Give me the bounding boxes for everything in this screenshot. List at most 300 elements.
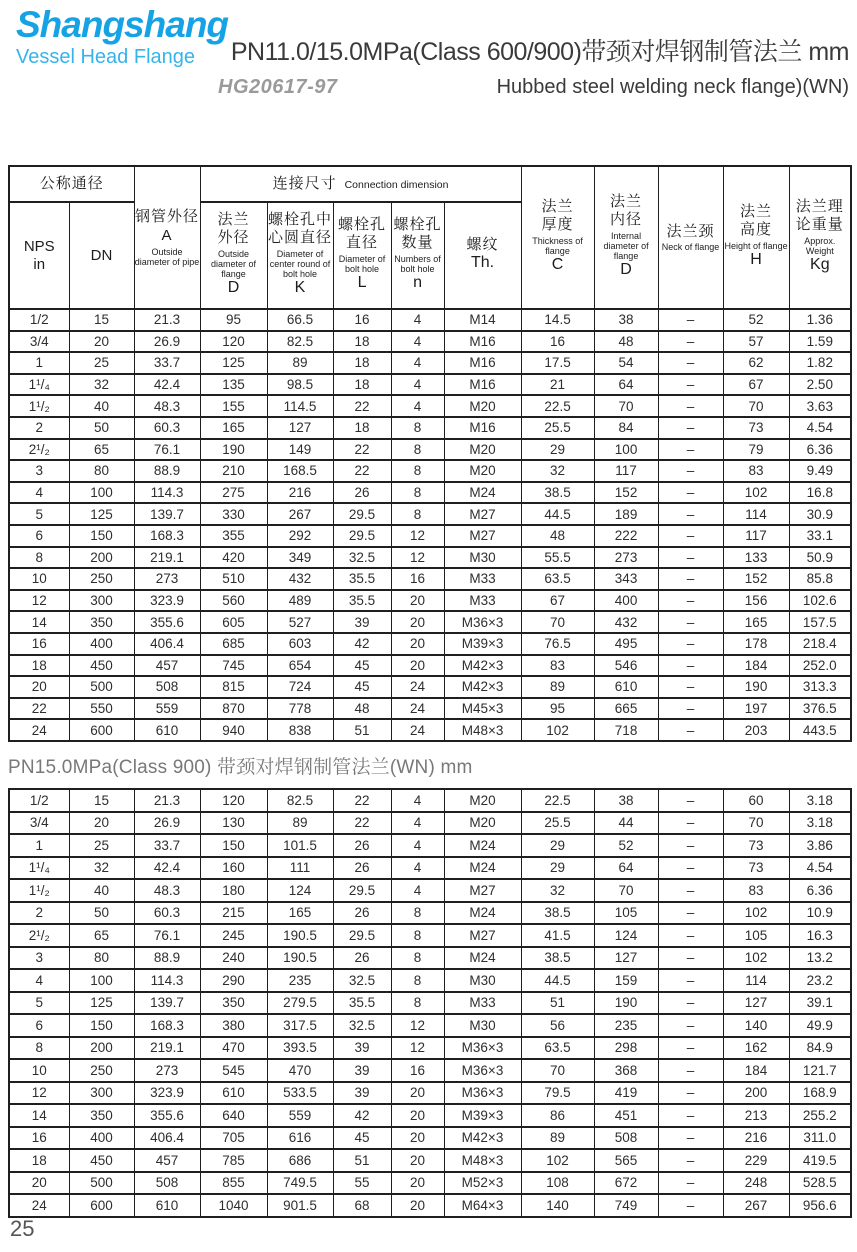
table-cell: M24 xyxy=(444,857,521,880)
table-cell: 545 xyxy=(200,1059,267,1082)
table-cell: 85.8 xyxy=(789,568,851,590)
table-cell: 66.5 xyxy=(267,309,333,331)
table-cell: 73 xyxy=(723,857,789,880)
table-cell: 15 xyxy=(69,789,134,812)
table-cell: 4 xyxy=(391,834,444,857)
table-cell: 190 xyxy=(594,992,658,1015)
table-cell: 29.5 xyxy=(333,924,391,947)
table-cell: 406.4 xyxy=(134,1127,200,1150)
table-cell: 290 xyxy=(200,969,267,992)
table-cell: 355 xyxy=(200,525,267,547)
table-cell: 718 xyxy=(594,719,658,741)
table-cell: 65 xyxy=(69,439,134,461)
table-cell: 32 xyxy=(521,460,594,482)
table-cell: 178 xyxy=(723,633,789,655)
table-cell: 527 xyxy=(267,611,333,633)
table-cell: 610 xyxy=(594,676,658,698)
table-cell: 3.18 xyxy=(789,812,851,835)
table-cell: 45 xyxy=(333,655,391,677)
table-cell: 785 xyxy=(200,1149,267,1172)
table-cell: 300 xyxy=(69,590,134,612)
table-cell: 495 xyxy=(594,633,658,655)
table-cell: 20 xyxy=(9,1172,69,1195)
table-cell: 140 xyxy=(521,1194,594,1217)
table-cell: – xyxy=(658,1172,723,1195)
table-cell: 300 xyxy=(69,1082,134,1105)
table-row xyxy=(9,947,851,970)
table-cell: 16 xyxy=(9,633,69,655)
table-cell: 35.5 xyxy=(333,568,391,590)
table-cell: 393.5 xyxy=(267,1037,333,1060)
header-nominal-group: 公称通径 xyxy=(9,166,134,202)
table-cell: 127 xyxy=(267,417,333,439)
table-cell: – xyxy=(658,947,723,970)
table-cell: 64 xyxy=(594,374,658,396)
table-cell: 44.5 xyxy=(521,969,594,992)
table-cell: 267 xyxy=(723,1194,789,1217)
table-row xyxy=(9,611,851,633)
table-cell: 50.9 xyxy=(789,547,851,569)
table-row xyxy=(9,590,851,612)
table-cell: 48.3 xyxy=(134,395,200,417)
table-cell: 127 xyxy=(594,947,658,970)
header-thread: 螺纹 Th. xyxy=(444,202,521,309)
table-cell: 235 xyxy=(267,969,333,992)
table-cell: 40 xyxy=(69,879,134,902)
table-cell: 67 xyxy=(521,590,594,612)
table-cell: 22.5 xyxy=(521,395,594,417)
table-cell: – xyxy=(658,525,723,547)
table-cell: 14 xyxy=(9,611,69,633)
table-cell: 451 xyxy=(594,1104,658,1127)
table-cell: 22 xyxy=(333,789,391,812)
table-cell: 4 xyxy=(391,331,444,353)
table-cell: 168.3 xyxy=(134,525,200,547)
table-cell: 156 xyxy=(723,590,789,612)
table-cell: 1¹/₄ xyxy=(9,857,69,880)
table-cell: 355.6 xyxy=(134,611,200,633)
table-cell: 380 xyxy=(200,1014,267,1037)
table-cell: 273 xyxy=(134,568,200,590)
table-cell: M27 xyxy=(444,503,521,525)
table-cell: 368 xyxy=(594,1059,658,1082)
table-cell: 23.2 xyxy=(789,969,851,992)
table-cell: – xyxy=(658,331,723,353)
table-row xyxy=(9,395,851,417)
table-cell: 273 xyxy=(134,1059,200,1082)
table-cell: 157.5 xyxy=(789,611,851,633)
table-cell: 22 xyxy=(333,395,391,417)
table-cell: 2¹/₂ xyxy=(9,439,69,461)
table-row xyxy=(9,525,851,547)
table-cell: 139.7 xyxy=(134,992,200,1015)
table-cell: 4 xyxy=(391,789,444,812)
table-cell: 14 xyxy=(9,1104,69,1127)
table-cell: – xyxy=(658,417,723,439)
table-cell: 724 xyxy=(267,676,333,698)
table-cell: 200 xyxy=(723,1082,789,1105)
table-row xyxy=(9,460,851,482)
table-cell: 4 xyxy=(391,309,444,331)
table-cell: 12 xyxy=(391,525,444,547)
table-row xyxy=(9,902,851,925)
table-cell: 419 xyxy=(594,1082,658,1105)
header-inner-diameter: 法兰 内径 Internal diameter of flange D xyxy=(594,166,658,309)
table-cell: 32 xyxy=(69,857,134,880)
table-cell: 26 xyxy=(333,857,391,880)
table-cell: 51 xyxy=(333,719,391,741)
table-cell: 102 xyxy=(521,1149,594,1172)
table-cell: 152 xyxy=(594,482,658,504)
table-row xyxy=(9,1172,851,1195)
table-cell: 89 xyxy=(521,1127,594,1150)
table-cell: 17.5 xyxy=(521,352,594,374)
table-cell: 3 xyxy=(9,460,69,482)
table-cell: 565 xyxy=(594,1149,658,1172)
table-cell: M42×3 xyxy=(444,1127,521,1150)
table-cell: 197 xyxy=(723,698,789,720)
table-cell: 8 xyxy=(391,460,444,482)
table-cell: 470 xyxy=(267,1059,333,1082)
table-cell: 216 xyxy=(723,1127,789,1150)
table-cell: 20 xyxy=(391,633,444,655)
table-cell: 349 xyxy=(267,547,333,569)
table-row xyxy=(9,568,851,590)
table-cell: 248 xyxy=(723,1172,789,1195)
table-cell: 255.2 xyxy=(789,1104,851,1127)
table-cell: 152 xyxy=(723,568,789,590)
table-cell: 350 xyxy=(69,1104,134,1127)
class900-table xyxy=(8,788,852,1218)
table-cell: 108 xyxy=(521,1172,594,1195)
table-cell: 102 xyxy=(521,719,594,741)
table-cell: M20 xyxy=(444,439,521,461)
table-cell: – xyxy=(658,879,723,902)
brand-name: Shangshang xyxy=(16,4,229,45)
table-cell: 82.5 xyxy=(267,789,333,812)
table-cell: 20 xyxy=(391,611,444,633)
table-cell: 500 xyxy=(69,1172,134,1195)
table-row xyxy=(9,1194,851,1217)
table-cell: M30 xyxy=(444,1014,521,1037)
table-cell: 24 xyxy=(9,1194,69,1217)
table-cell: 70 xyxy=(723,395,789,417)
table-cell: – xyxy=(658,1014,723,1037)
table-cell: 508 xyxy=(134,676,200,698)
table-cell: 100 xyxy=(69,482,134,504)
table-cell: M33 xyxy=(444,568,521,590)
table-cell: 50 xyxy=(69,902,134,925)
table-cell: 24 xyxy=(391,719,444,741)
table-cell: 3.63 xyxy=(789,395,851,417)
table-cell: 5 xyxy=(9,992,69,1015)
table-cell: 870 xyxy=(200,698,267,720)
table-cell: 685 xyxy=(200,633,267,655)
table-cell: 20 xyxy=(391,1127,444,1150)
table-row xyxy=(9,879,851,902)
standard-number: HG20617-97 xyxy=(218,76,338,98)
table-cell: – xyxy=(658,969,723,992)
table-cell: 8 xyxy=(9,547,69,569)
class900-table-body xyxy=(9,789,851,1217)
table-cell: 83 xyxy=(521,655,594,677)
table-cell: 38 xyxy=(594,789,658,812)
table-cell: 32 xyxy=(69,374,134,396)
table-cell: 12 xyxy=(391,1037,444,1060)
table-cell: 149 xyxy=(267,439,333,461)
table-cell: M24 xyxy=(444,834,521,857)
table-cell: 22.5 xyxy=(521,789,594,812)
table-cell: 279.5 xyxy=(267,992,333,1015)
table-cell: 29.5 xyxy=(333,879,391,902)
table-cell: M33 xyxy=(444,992,521,1015)
table-row xyxy=(9,834,851,857)
table-cell: 3.86 xyxy=(789,834,851,857)
table-cell: 50 xyxy=(69,417,134,439)
table-cell: 323.9 xyxy=(134,590,200,612)
table-cell: 18 xyxy=(333,352,391,374)
table-cell: 38 xyxy=(594,309,658,331)
table-cell: M33 xyxy=(444,590,521,612)
table-cell: 4 xyxy=(9,969,69,992)
table-cell: 4 xyxy=(391,395,444,417)
table-cell: 124 xyxy=(594,924,658,947)
table-cell: 5 xyxy=(9,503,69,525)
table-cell: – xyxy=(658,633,723,655)
table-cell: 111 xyxy=(267,857,333,880)
table-cell: 79.5 xyxy=(521,1082,594,1105)
table-cell: 250 xyxy=(69,568,134,590)
table-row xyxy=(9,676,851,698)
table-cell: 778 xyxy=(267,698,333,720)
table-cell: 55 xyxy=(333,1172,391,1195)
table-cell: 250 xyxy=(69,1059,134,1082)
table-cell: 610 xyxy=(134,1194,200,1217)
table-cell: 114 xyxy=(723,503,789,525)
table-cell: 95 xyxy=(200,309,267,331)
table-cell: – xyxy=(658,439,723,461)
table-cell: 89 xyxy=(267,352,333,374)
table-cell: 102 xyxy=(723,902,789,925)
table-cell: 89 xyxy=(267,812,333,835)
table-cell: 52 xyxy=(723,309,789,331)
table-cell: 100 xyxy=(594,439,658,461)
table-cell: 470 xyxy=(200,1037,267,1060)
table-cell: 190 xyxy=(723,676,789,698)
table-cell: 3/4 xyxy=(9,812,69,835)
table-cell: 603 xyxy=(267,633,333,655)
table-cell: – xyxy=(658,503,723,525)
table-cell: 4 xyxy=(391,857,444,880)
table-cell: M39×3 xyxy=(444,633,521,655)
table-cell: 1.36 xyxy=(789,309,851,331)
table-cell: 420 xyxy=(200,547,267,569)
table-cell: 165 xyxy=(723,611,789,633)
table-cell: – xyxy=(658,857,723,880)
table-cell: M36×3 xyxy=(444,1082,521,1105)
table-cell: M27 xyxy=(444,879,521,902)
table-cell: 139.7 xyxy=(134,503,200,525)
table-cell: 215 xyxy=(200,902,267,925)
header-neck: 法兰颈 Neck of flange xyxy=(658,166,723,309)
table-cell: 311.0 xyxy=(789,1127,851,1150)
table-cell: 500 xyxy=(69,676,134,698)
table-cell: 240 xyxy=(200,947,267,970)
table-cell: 13.2 xyxy=(789,947,851,970)
title-block xyxy=(218,32,849,99)
table-cell: 1¹/₂ xyxy=(9,879,69,902)
table-cell: M24 xyxy=(444,902,521,925)
table-cell: 20 xyxy=(391,1194,444,1217)
table-cell: 76.1 xyxy=(134,439,200,461)
table-cell: – xyxy=(658,834,723,857)
table-cell: – xyxy=(658,1104,723,1127)
table-cell: 26.9 xyxy=(134,331,200,353)
table-cell: 200 xyxy=(69,547,134,569)
table-cell: 184 xyxy=(723,1059,789,1082)
table-cell: 114.3 xyxy=(134,482,200,504)
table-cell: 3 xyxy=(9,947,69,970)
table-cell: M16 xyxy=(444,374,521,396)
table-cell: M36×3 xyxy=(444,1037,521,1060)
table-cell: 55.5 xyxy=(521,547,594,569)
table-cell: 20 xyxy=(391,1104,444,1127)
table-cell: 8 xyxy=(391,902,444,925)
table-cell: 12 xyxy=(391,1014,444,1037)
table-cell: 189 xyxy=(594,503,658,525)
table-cell: 22 xyxy=(333,439,391,461)
table-cell: 450 xyxy=(69,655,134,677)
table-cell: – xyxy=(658,924,723,947)
table-cell: 52 xyxy=(594,834,658,857)
table-cell: 26 xyxy=(333,482,391,504)
table-cell: 125 xyxy=(69,503,134,525)
table-cell: 83 xyxy=(723,879,789,902)
section2-title: PN15.0MPa(Class 900) 带颈对焊钢制管法兰(WN) mm xyxy=(8,757,473,778)
table-cell: M30 xyxy=(444,547,521,569)
table-cell: 4 xyxy=(391,812,444,835)
table-cell: 4.54 xyxy=(789,857,851,880)
table-cell: 56 xyxy=(521,1014,594,1037)
table-cell: – xyxy=(658,992,723,1015)
table-cell: 125 xyxy=(69,992,134,1015)
table-cell: 2¹/₂ xyxy=(9,924,69,947)
table-cell: 2.50 xyxy=(789,374,851,396)
table-cell: 12 xyxy=(9,590,69,612)
table-row xyxy=(9,924,851,947)
table-cell: 18 xyxy=(333,417,391,439)
table-cell: 168.3 xyxy=(134,1014,200,1037)
page-subtitle-en: Hubbed steel welding neck flange)(WN) xyxy=(496,76,849,98)
table-cell: – xyxy=(658,676,723,698)
table-cell: – xyxy=(658,460,723,482)
table-cell: 35.5 xyxy=(333,590,391,612)
table-cell: 1/2 xyxy=(9,789,69,812)
table-cell: 114.5 xyxy=(267,395,333,417)
table-cell: M45×3 xyxy=(444,698,521,720)
table-cell: – xyxy=(658,902,723,925)
table-cell: 30.9 xyxy=(789,503,851,525)
table-row xyxy=(9,309,851,331)
table-cell: 88.9 xyxy=(134,947,200,970)
table-cell: – xyxy=(658,352,723,374)
table-cell: 117 xyxy=(723,525,789,547)
header-pipe-od: 钢管外径 A Outside diameter of pipe xyxy=(134,166,200,309)
table-cell: 350 xyxy=(69,611,134,633)
table-cell: 70 xyxy=(521,611,594,633)
table-cell: – xyxy=(658,719,723,741)
table-cell: – xyxy=(658,1194,723,1217)
table-cell: 26 xyxy=(333,902,391,925)
page-title: PN11.0/15.0MPa(Class 600/900)带颈对焊钢制管法兰 mm xyxy=(230,38,849,66)
table-cell: 6 xyxy=(9,525,69,547)
table-cell: 229 xyxy=(723,1149,789,1172)
table-cell: 508 xyxy=(134,1172,200,1195)
table-cell: 29 xyxy=(521,834,594,857)
class600-table xyxy=(8,165,852,742)
header-height: 法兰 高度 Height of flange H xyxy=(723,166,789,309)
table-cell: – xyxy=(658,1127,723,1150)
table-cell: 16 xyxy=(391,568,444,590)
table-cell: 560 xyxy=(200,590,267,612)
table-cell: 745 xyxy=(200,655,267,677)
table-cell: 956.6 xyxy=(789,1194,851,1217)
table-cell: 222 xyxy=(594,525,658,547)
table-cell: 6.36 xyxy=(789,439,851,461)
table-cell: 3/4 xyxy=(9,331,69,353)
table-cell: 160 xyxy=(200,857,267,880)
table-cell: 22 xyxy=(333,812,391,835)
table-row xyxy=(9,1149,851,1172)
table-row xyxy=(9,352,851,374)
table-cell: 180 xyxy=(200,879,267,902)
table-cell: 33.7 xyxy=(134,834,200,857)
table-cell: – xyxy=(658,482,723,504)
table-cell: 6 xyxy=(9,1014,69,1037)
table-cell: 26 xyxy=(333,947,391,970)
table-cell: 51 xyxy=(333,1149,391,1172)
table-cell: 528.5 xyxy=(789,1172,851,1195)
table-row xyxy=(9,439,851,461)
table-cell: 38.5 xyxy=(521,947,594,970)
table-cell: M16 xyxy=(444,331,521,353)
header-dn: DN xyxy=(69,202,134,309)
table-cell: 20 xyxy=(69,331,134,353)
table-cell: 39 xyxy=(333,1082,391,1105)
table-cell: 640 xyxy=(200,1104,267,1127)
table-cell: 89 xyxy=(521,676,594,698)
table-cell: 4 xyxy=(391,374,444,396)
table-cell: 610 xyxy=(134,719,200,741)
table-cell: 73 xyxy=(723,417,789,439)
table-cell: 80 xyxy=(69,460,134,482)
table-cell: – xyxy=(658,1037,723,1060)
table-cell: 317.5 xyxy=(267,1014,333,1037)
table-cell: 155 xyxy=(200,395,267,417)
table-cell: M20 xyxy=(444,789,521,812)
table-cell: M24 xyxy=(444,482,521,504)
table-cell: 450 xyxy=(69,1149,134,1172)
table-row xyxy=(9,547,851,569)
table-cell: 219.1 xyxy=(134,1037,200,1060)
table-cell: 273 xyxy=(594,547,658,569)
table-cell: M39×3 xyxy=(444,1104,521,1127)
table-cell: 140 xyxy=(723,1014,789,1037)
table-row xyxy=(9,482,851,504)
table-row xyxy=(9,698,851,720)
table-cell: 749 xyxy=(594,1194,658,1217)
table-cell: 616 xyxy=(267,1127,333,1150)
